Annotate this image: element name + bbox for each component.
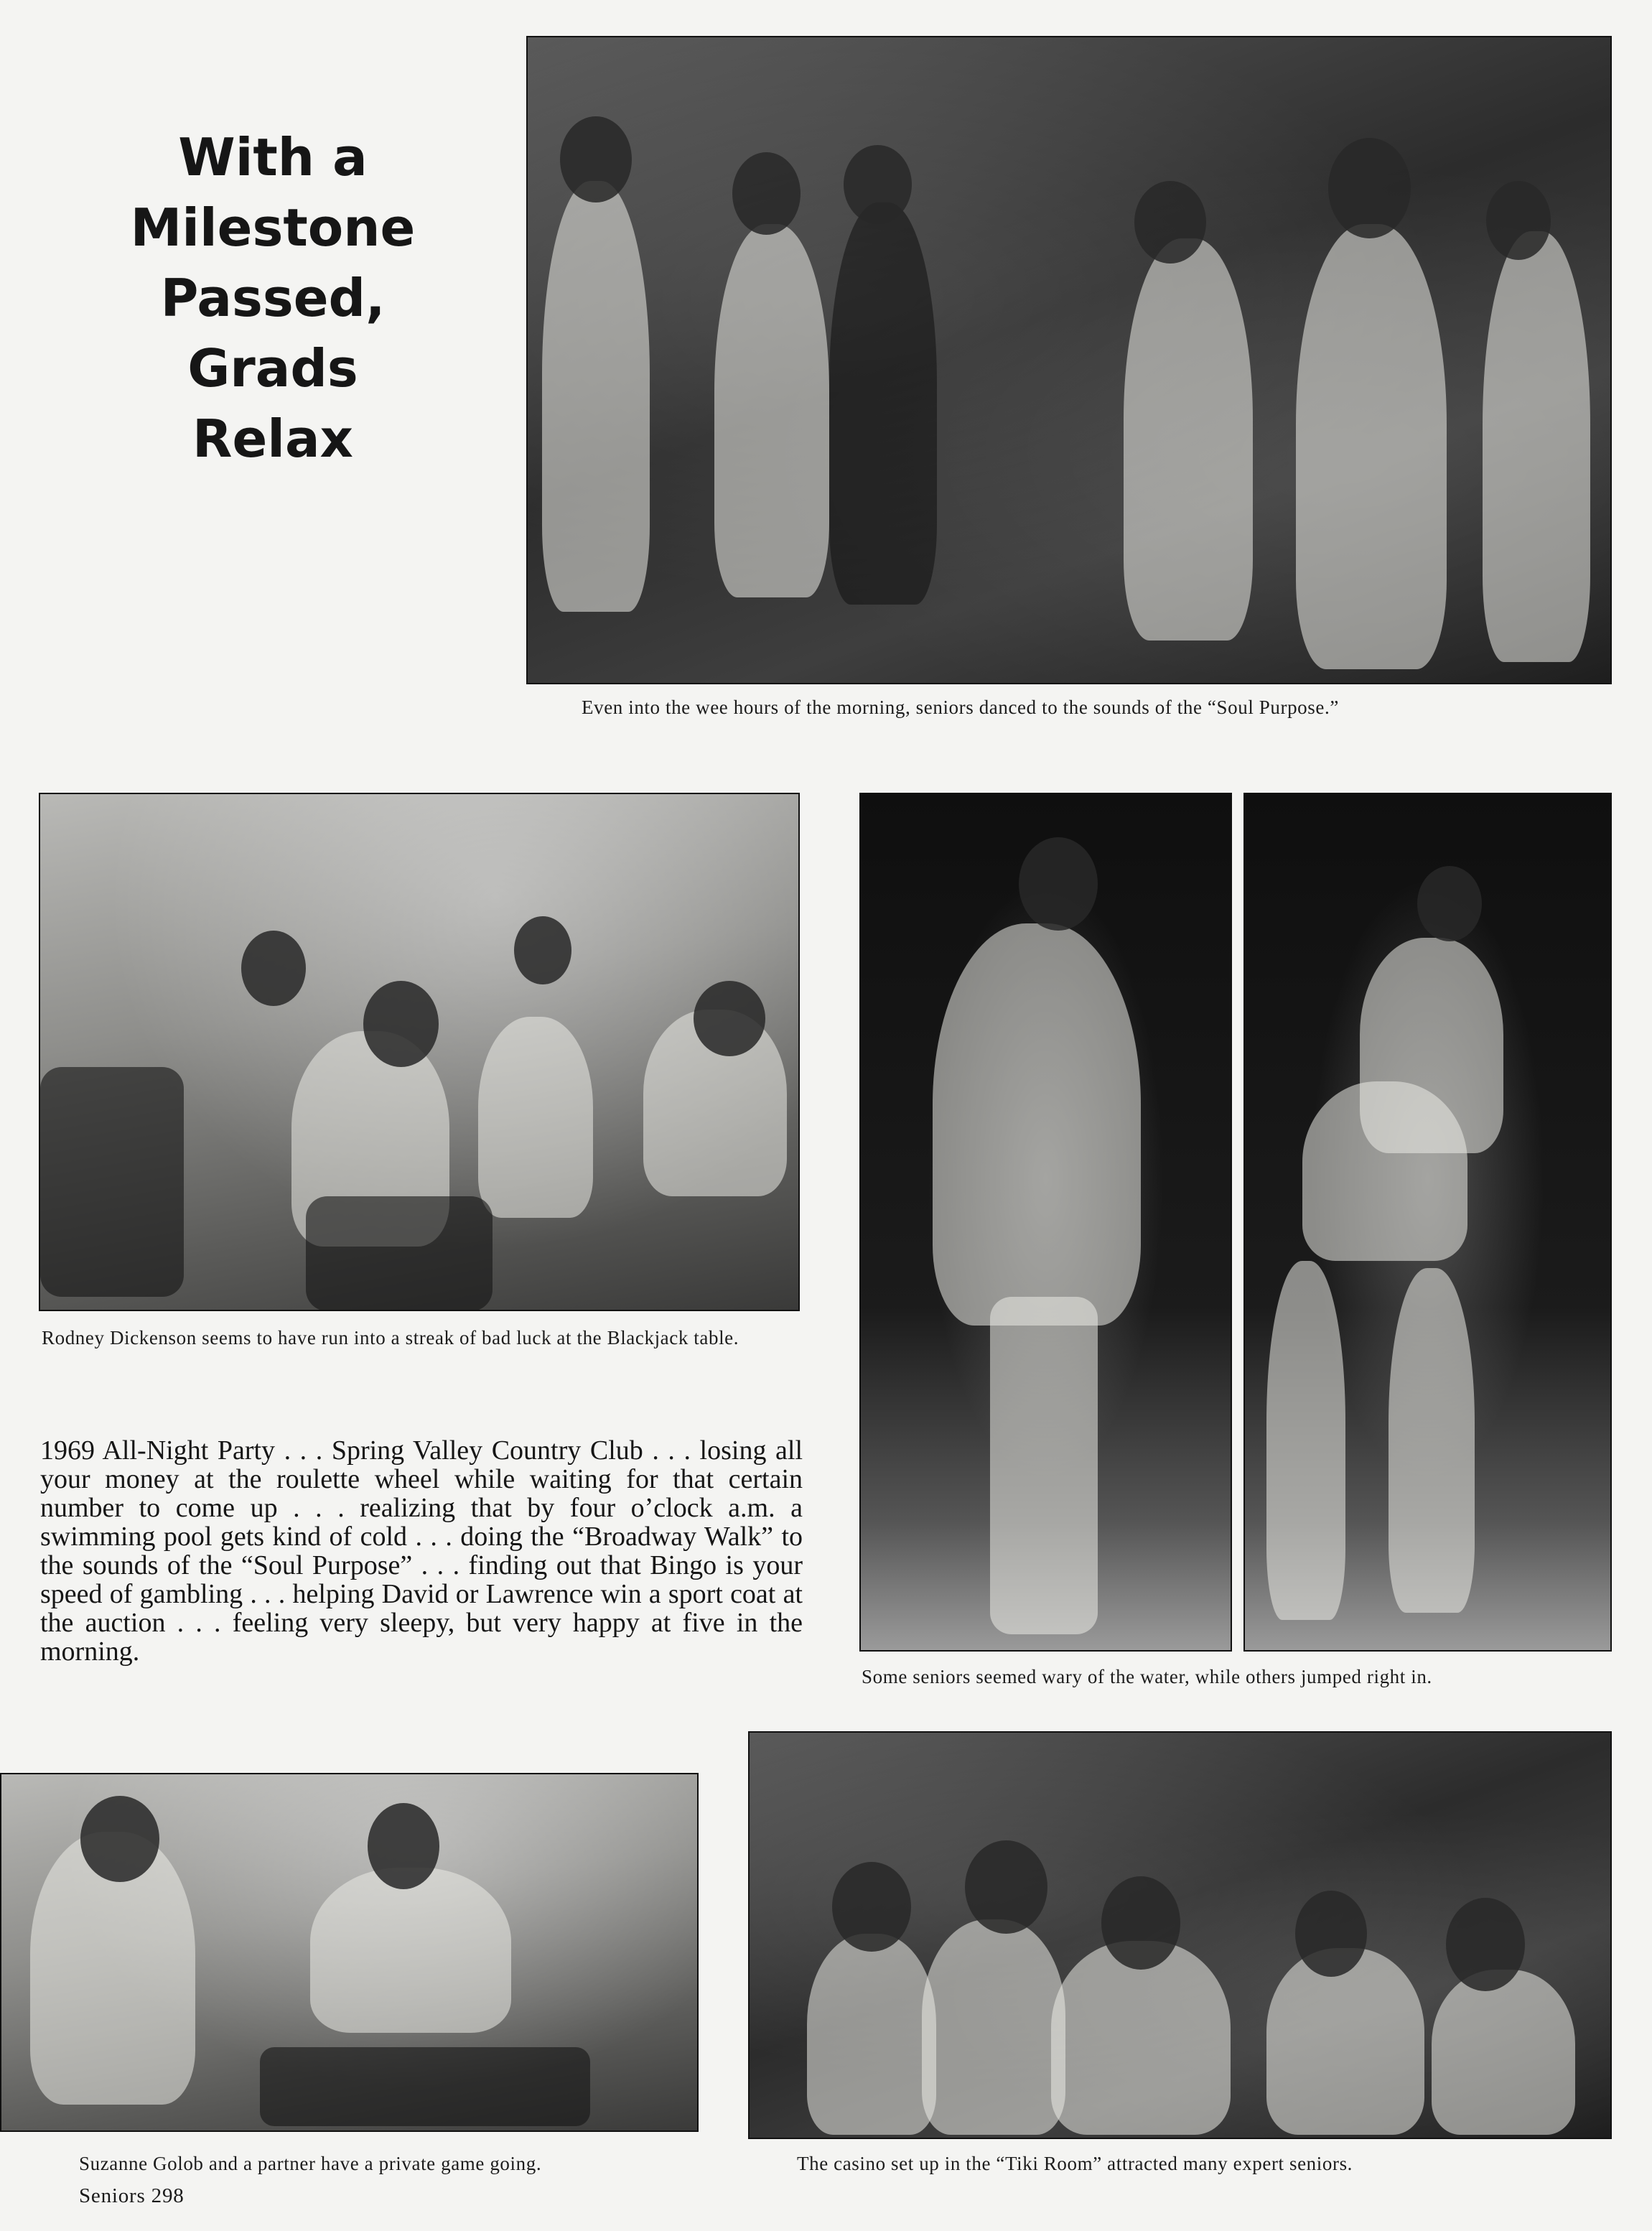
pool-caption: Some seniors seemed wary of the water, while others jumped right in. xyxy=(862,1666,1432,1687)
pool-jumping-photo xyxy=(1243,793,1612,1652)
pool-standing-photo xyxy=(859,793,1232,1652)
headline-line-5: Relax xyxy=(192,409,353,469)
blackjack-caption: Rodney Dickenson seems to have run into a streak of bad luck at the Blackjack table. xyxy=(42,1327,739,1349)
headline-line-1: With a xyxy=(178,127,368,187)
headline-line-3: Passed, xyxy=(160,268,386,328)
private-game-photo xyxy=(0,1773,699,2132)
dance-caption: Even into the wee hours of the morning, seniors danced to the sounds of the “Soul Purpose.” xyxy=(582,697,1339,718)
page-folio: Seniors 298 xyxy=(79,2184,185,2207)
party-summary-text: 1969 All-Night Party . . . Spring Valley Country Club . . . losing all your money at the roulette wheel while waiting for that certain number to come up . . . realizing that by four o’clock a.m. a swimming pool gets kind of cold . . . doing the “Broadway Walk” to the sounds of the “Soul Purpose” . . . finding out that Bingo is your speed of gambling . . . helping David or Lawrence win a sport coat at the auction . . . feeling very sleepy, but very happy at five in the morning. xyxy=(40,1435,803,1667)
casino-photo xyxy=(748,1731,1612,2139)
dance-photo xyxy=(526,36,1612,684)
headline-line-4: Grads xyxy=(187,338,358,399)
casino-caption: The casino set up in the “Tiki Room” attracted many expert seniors. xyxy=(797,2153,1353,2174)
headline-line-2: Milestone xyxy=(130,197,416,258)
page-headline xyxy=(79,122,467,474)
private-game-caption: Suzanne Golob and a partner have a private game going. xyxy=(79,2153,542,2174)
blackjack-photo xyxy=(39,793,800,1311)
